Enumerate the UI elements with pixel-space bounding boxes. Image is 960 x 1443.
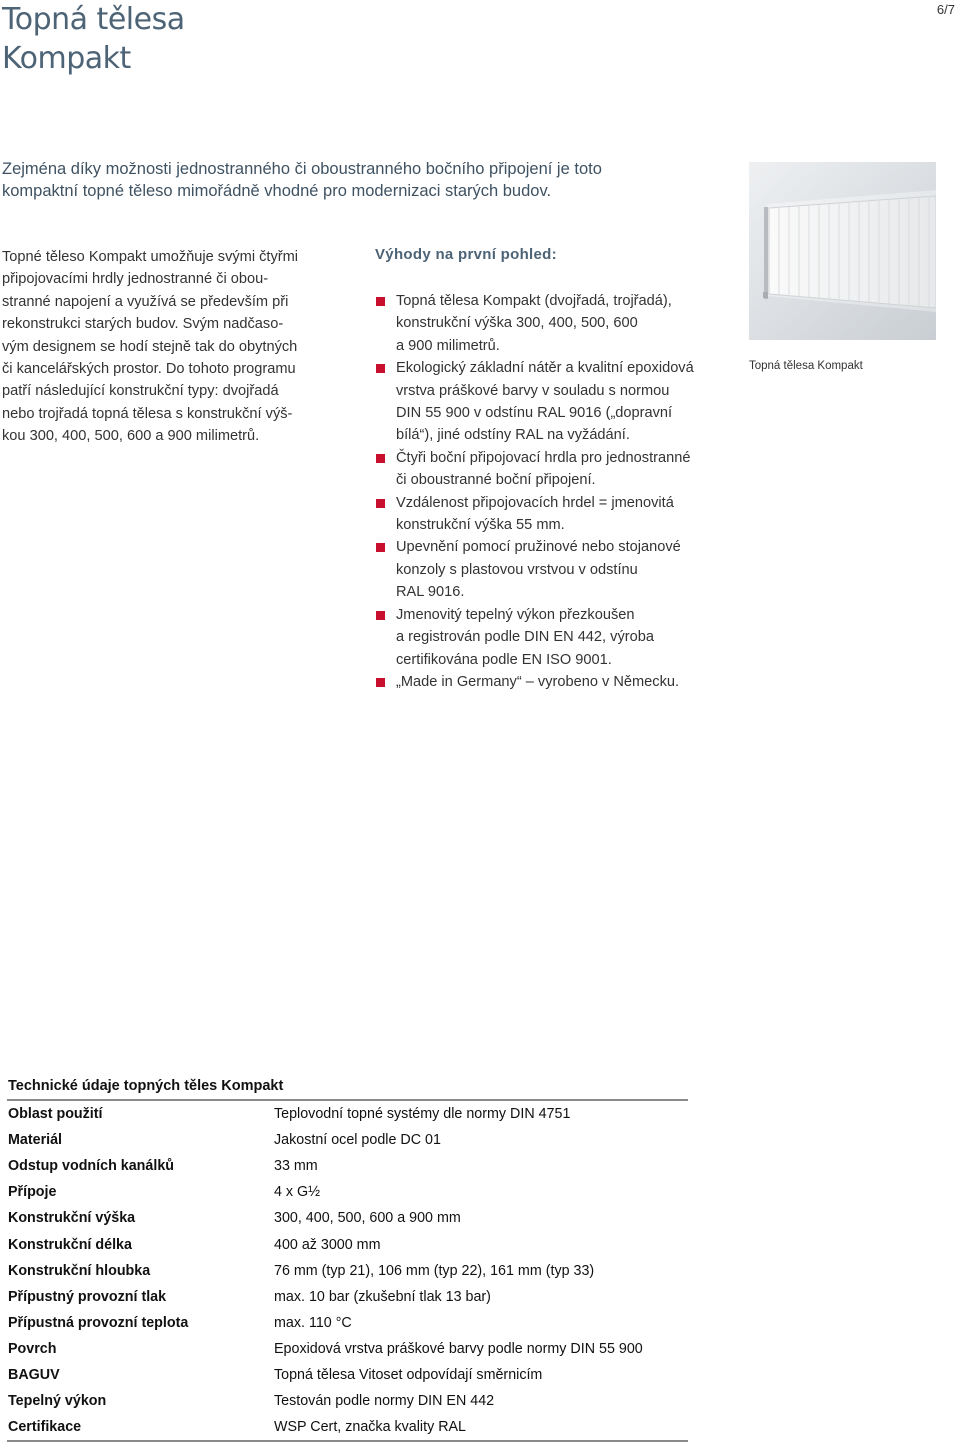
table-row [7, 1153, 688, 1179]
body-paragraph [2, 246, 342, 448]
lead-paragraph [2, 158, 682, 202]
table-row-value: 4 x G½ [274, 1184, 321, 1201]
body-line: Topné těleso Kompakt umožňuje svými čtyřmi [2, 249, 299, 265]
table-row-label: Přípoje [8, 1184, 57, 1201]
table-row-label: Konstrukční délka [8, 1236, 132, 1253]
table-row-label: Certifikace [7, 1414, 273, 1441]
lead-line: kompaktní topné těleso mimořádně vhodné pro modernizaci starých budov. [2, 182, 552, 200]
table-row-label: Konstrukční hloubka [8, 1262, 151, 1279]
advantage-line: a 900 milimetrů. [396, 337, 500, 354]
table-row-label: Materiál [8, 1132, 63, 1149]
table-row-value: Epoxidová vrstva práškové barvy podle normy DIN 55 900 [274, 1340, 643, 1357]
advantage-line: konstrukční výška 55 mm. [396, 517, 565, 534]
bullet-square-icon [376, 678, 385, 687]
advantage-item [375, 447, 705, 492]
radiator-photo [749, 162, 936, 340]
bullet-square-icon [376, 297, 385, 306]
table-row-label: BAGUV [8, 1366, 60, 1383]
table-row-label: Oblast použití [7, 1100, 273, 1127]
table-row-label: Konstrukční výška [8, 1210, 136, 1227]
table-row-value: 33 mm [274, 1158, 318, 1175]
body-line: připojovacími hrdly jednostranné či obou- [2, 271, 269, 288]
table-row-value: 300, 400, 500, 600 a 900 mm [274, 1210, 461, 1227]
advantage-line: Ekologický základní nátěr a kvalitní epoxidová [396, 360, 694, 377]
table-row [7, 1414, 688, 1441]
advantage-item [375, 290, 705, 357]
table-row [7, 1284, 688, 1310]
advantage-line: Topná tělesa Kompakt (dvojřadá, trojřadá), [396, 293, 672, 309]
bullet-square-icon [376, 543, 385, 552]
advantage-line: bílá“), jiné odstíny RAL na vyžádání. [396, 427, 630, 444]
table-row-label: Přípustný provozní tlak [8, 1288, 167, 1305]
table-row-value: Teplovodní topné systémy dle normy DIN 4751 [273, 1100, 688, 1127]
advantage-line: či oboustranné boční připojení. [396, 472, 596, 489]
advantage-item [375, 604, 705, 671]
page-title [2, 0, 185, 78]
bullet-square-icon [376, 454, 385, 463]
advantage-line: Čtyři boční připojovací hrdla pro jednostranné [396, 449, 691, 466]
bullet-square-icon [376, 364, 385, 373]
advantage-line: certifikována podle EN ISO 9001. [396, 651, 612, 668]
table-row-value: Jakostní ocel podle DC 01 [274, 1132, 441, 1149]
advantage-item [375, 357, 705, 447]
table-row-value: 76 mm (typ 21), 106 mm (typ 22), 161 mm (typ 33) [274, 1262, 595, 1279]
table-row-label: Odstup vodních kanálků [8, 1158, 175, 1175]
table-row [7, 1388, 688, 1414]
title-line: Kompakt [2, 41, 131, 76]
body-line: nebo trojřadá topná tělesa s konstrukční výš- [2, 405, 293, 422]
table-row-value: 400 až 3000 mm [274, 1236, 381, 1253]
table-row-label: Tepelný výkon [8, 1393, 107, 1410]
table-row-value: max. 110 °C [274, 1314, 352, 1331]
table-row [7, 1336, 688, 1362]
table-row [7, 1231, 688, 1257]
page-number: 6/7 [936, 2, 955, 17]
advantage-line: konstrukční výška 300, 400, 500, 600 [396, 315, 638, 332]
bullet-square-icon [376, 499, 385, 508]
bullet-square-icon [376, 611, 385, 620]
body-line: patří následující konstrukční typy: dvojřadá [2, 383, 279, 400]
advantage-line: konzoly s plastovou vrstvou v odstínu [396, 561, 638, 578]
tech-data-table [7, 1078, 688, 1442]
radiator-icon [749, 162, 936, 340]
table-row-value: max. 10 bar (zkušební tlak 13 bar) [274, 1288, 491, 1305]
advantage-line: DIN 55 900 v odstínu RAL 9016 („dopravní [396, 405, 673, 422]
table-row [7, 1100, 688, 1127]
table-caption: Technické údaje topných těles Kompakt [8, 1078, 284, 1094]
advantage-line: RAL 9016. [396, 584, 465, 601]
table-row-value: Testován podle normy DIN EN 442 [274, 1393, 495, 1410]
advantage-item [375, 671, 705, 693]
advantage-line: a registrován podle DIN EN 442, výroba [396, 629, 654, 646]
advantage-item [375, 536, 705, 603]
body-line: stranné napojení a využívá se především při [2, 293, 289, 310]
advantage-line: vrstva práškové barvy v souladu s normou [396, 382, 670, 399]
table-row-label: Povrch [8, 1340, 57, 1357]
body-line: rekonstrukci starých budov. Svým nadčaso- [2, 316, 284, 333]
photo-caption: Topná tělesa Kompakt [749, 360, 863, 372]
title-line: Topná tělesa [2, 2, 185, 37]
table-row [7, 1310, 688, 1336]
table-row-label: Přípustná provozní teplota [8, 1314, 189, 1331]
table-row-value: WSP Cert, značka kvality RAL [273, 1414, 688, 1441]
table-row [7, 1127, 688, 1153]
advantage-line: Vzdálenost připojovacích hrdel = jmenovitá [396, 494, 674, 511]
table-row [7, 1179, 688, 1205]
advantages-heading: Výhody na první pohled: [375, 246, 557, 263]
advantage-line: „Made in Germany“ – vyrobeno v Německu. [396, 673, 680, 690]
body-line: vým designem se hodí stejně tak do obytných [2, 338, 298, 355]
table-row-value: Topná tělesa Vitoset odpovídají směrnicím [274, 1366, 543, 1383]
advantage-item [375, 492, 705, 537]
table-row [7, 1258, 688, 1284]
advantages-list [375, 290, 705, 693]
body-line: či kancelářských prostor. Do tohoto programu [2, 361, 296, 378]
advantage-line: Upevnění pomocí pružinové nebo stojanové [396, 539, 681, 556]
advantage-line: Jmenovitý tepelný výkon přezkoušen [396, 606, 635, 623]
table-row [7, 1362, 688, 1388]
lead-line: Zejména díky možnosti jednostranného či oboustranného bočního připojení je toto [2, 160, 602, 178]
body-line: kou 300, 400, 500, 600 a 900 milimetrů. [2, 428, 260, 445]
table-row [7, 1205, 688, 1231]
